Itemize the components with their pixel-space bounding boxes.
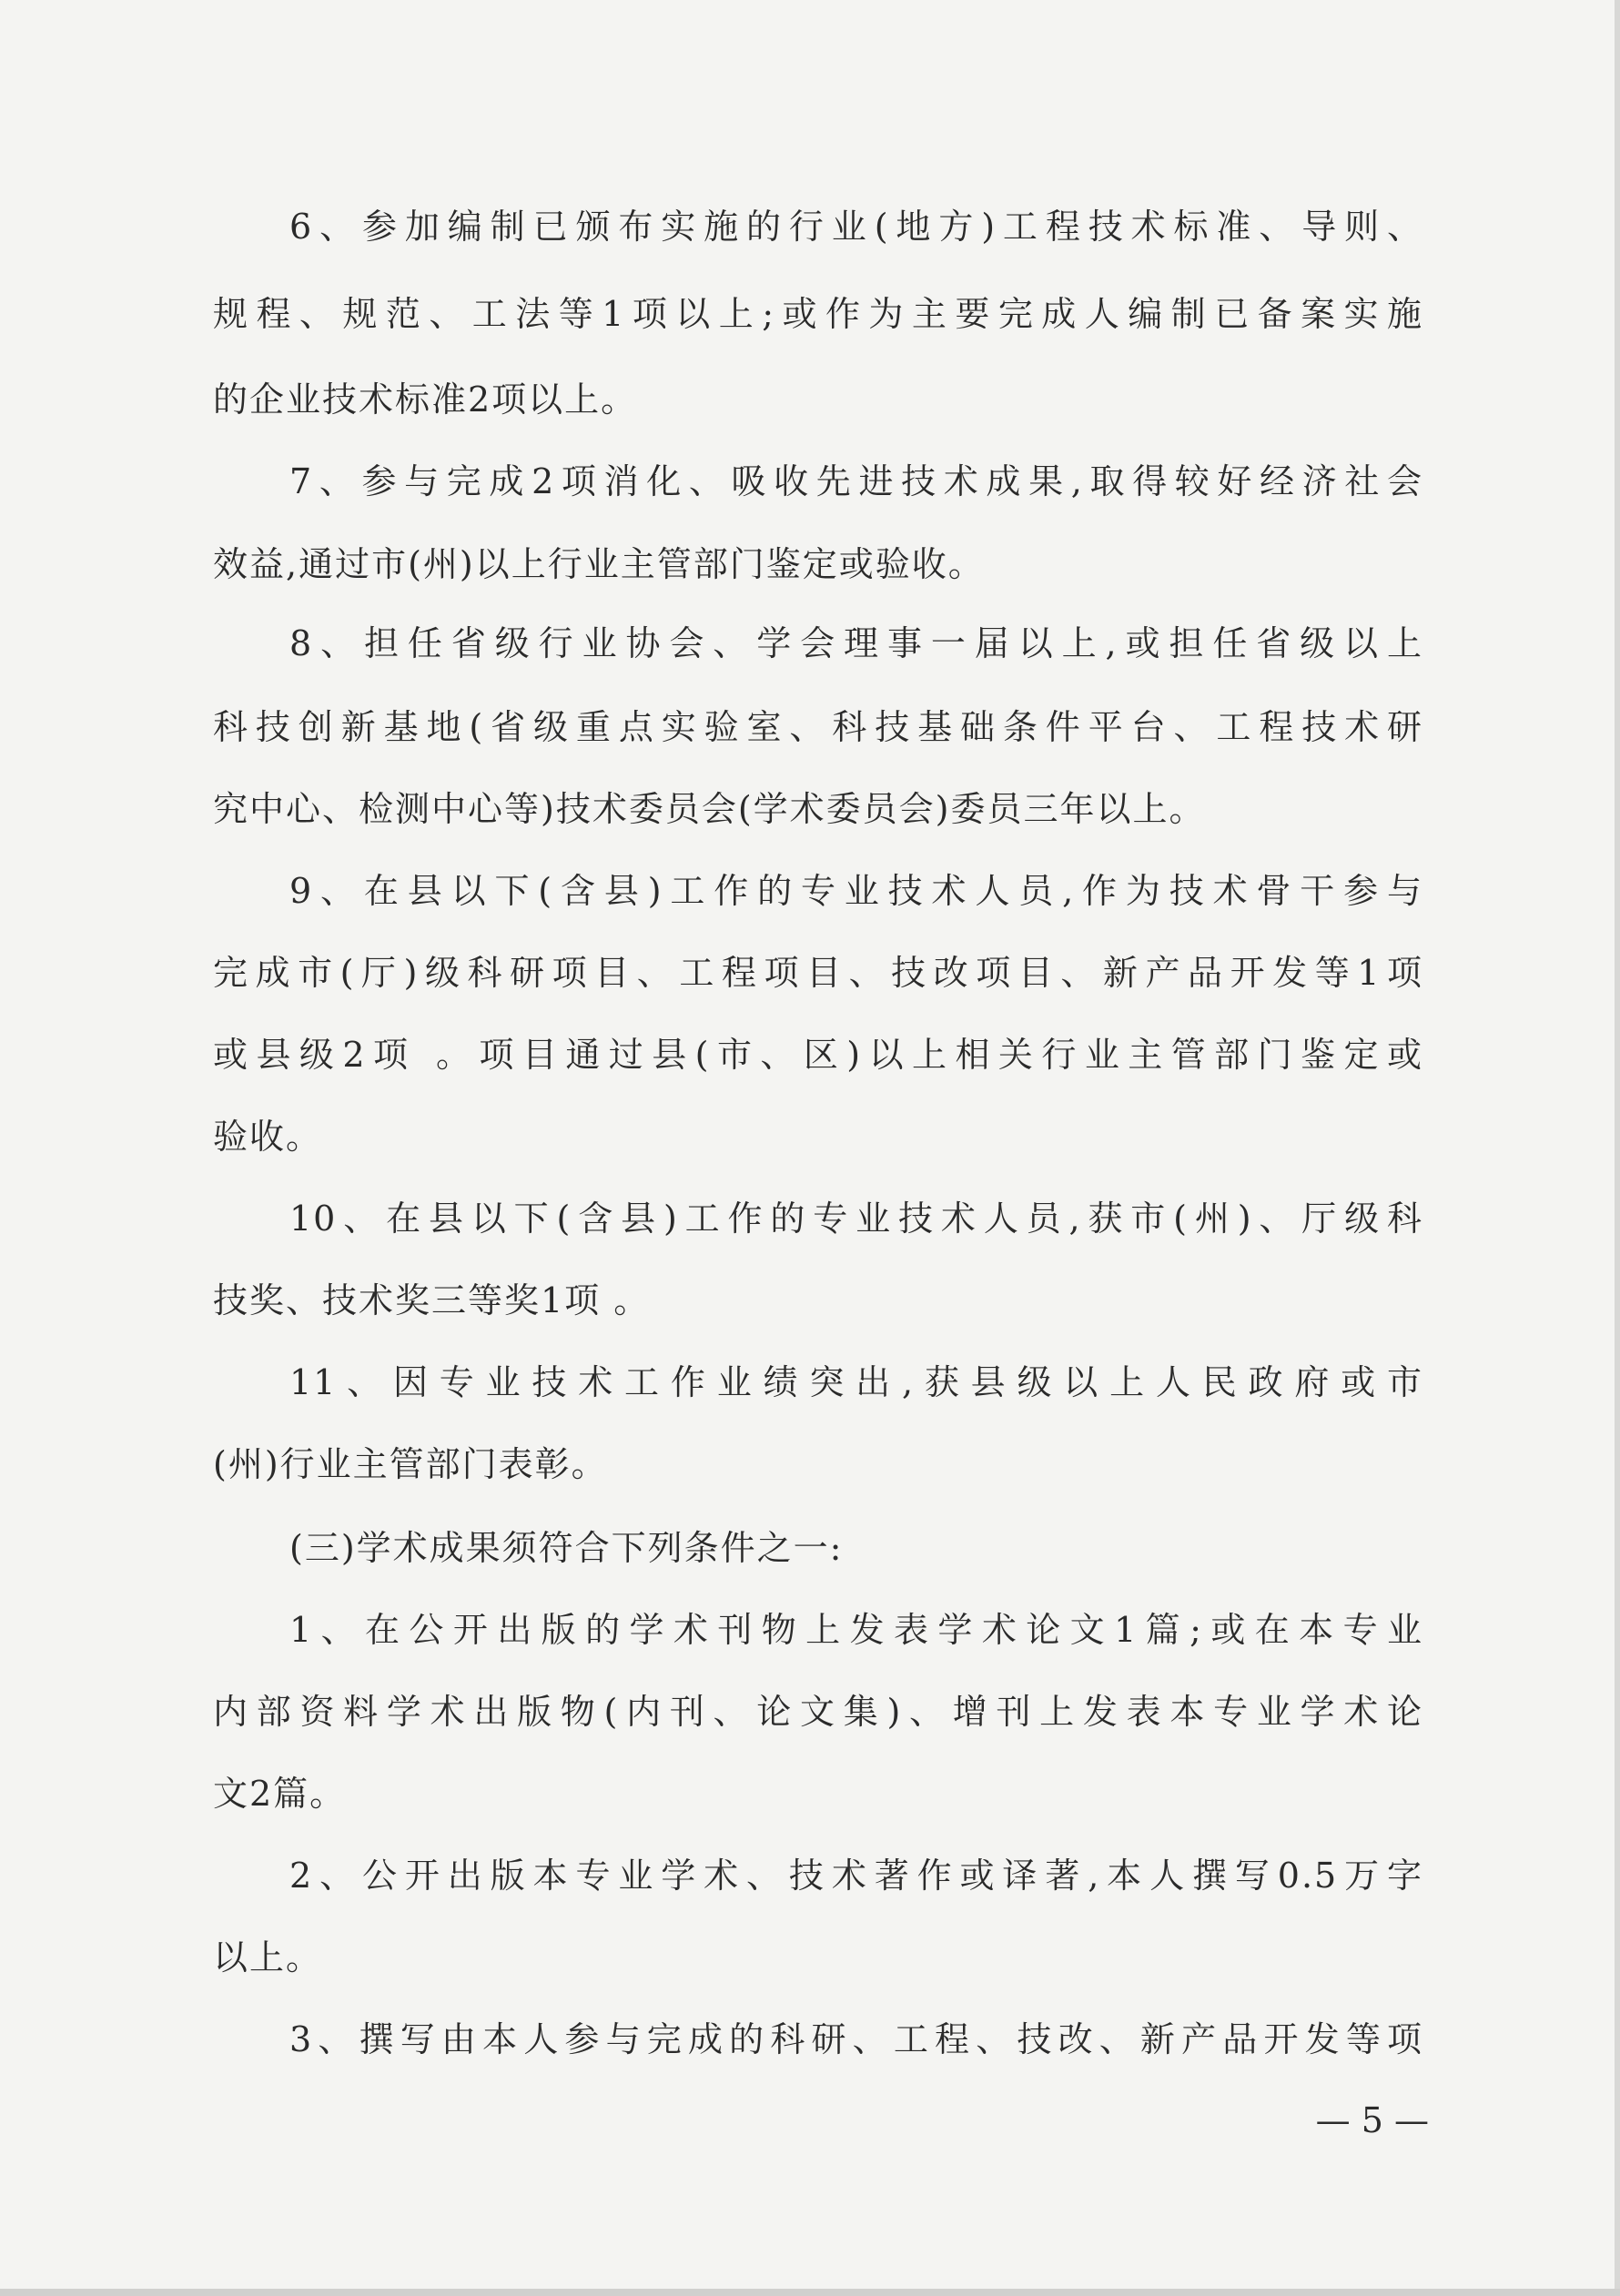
text-line-11: 或县级2项 。项目通过县(市、区)以上相关行业主管部门鉴定或 — [213, 1035, 1423, 1075]
text-line-7: 科技创新基地(省级重点实验室、科技基础条件平台、工程技术研 — [213, 707, 1423, 747]
text-line-19: 内部资料学术出版物(内刊、论文集)、增刊上发表本专业学术论 — [213, 1692, 1423, 1732]
page-number: — 5 — — [1315, 2100, 1429, 2140]
text-line-14: 技奖、技术奖三等奖1项 。 — [213, 1280, 651, 1320]
text-line-13: 10、在县以下(含县)工作的专业技术人员,获市(州)、厅级科 — [289, 1199, 1423, 1239]
text-line-3: 的企业技术标准2项以上。 — [213, 379, 638, 420]
text-line-9: 9、在县以下(含县)工作的专业技术人员,作为技术骨干参与 — [289, 871, 1423, 911]
text-line-1: 6、参加编制已颁布实施的行业(地方)工程技术标准、导则、 — [289, 207, 1423, 247]
text-line-18: 1、在公开出版的学术刊物上发表学术论文1篇;或在本专业 — [289, 1610, 1423, 1650]
text-line-22: 以上。 — [213, 1937, 323, 1977]
text-line-6: 8、担任省级行业协会、学会理事一届以上,或担任省级以上 — [289, 623, 1423, 663]
scan-edge-bottom — [0, 2289, 1620, 2296]
text-line-2: 规程、规范、工法等1项以上;或作为主要完成人编制已备案实施 — [213, 294, 1423, 334]
text-line-12: 验收。 — [213, 1117, 323, 1157]
text-line-10: 完成市(厅)级科研项目、工程项目、技改项目、新产品开发等1项 — [213, 953, 1423, 993]
text-line-16: (州)行业主管部门表彰。 — [213, 1444, 608, 1484]
text-line-15: 11、因专业技术工作业绩突出,获县级以上人民政府或市 — [289, 1362, 1423, 1402]
text-line-8: 究中心、检测中心等)技术委员会(学术委员会)委员三年以上。 — [213, 789, 1206, 829]
section-heading: (三)学术成果须符合下列条件之一: — [289, 1528, 844, 1568]
text-line-4: 7、参与完成2项消化、吸收先进技术成果,取得较好经济社会 — [289, 461, 1423, 501]
text-line-21: 2、公开出版本专业学术、技术著作或译著,本人撰写0.5万字 — [289, 1856, 1423, 1896]
text-line-5: 效益,通过市(州)以上行业主管部门鉴定或验收。 — [213, 544, 985, 584]
text-line-20: 文2篇。 — [213, 1774, 347, 1814]
scan-edge-right — [1615, 0, 1620, 2296]
text-line-23: 3、撰写由本人参与完成的科研、工程、技改、新产品开发等项 — [289, 2019, 1423, 2059]
